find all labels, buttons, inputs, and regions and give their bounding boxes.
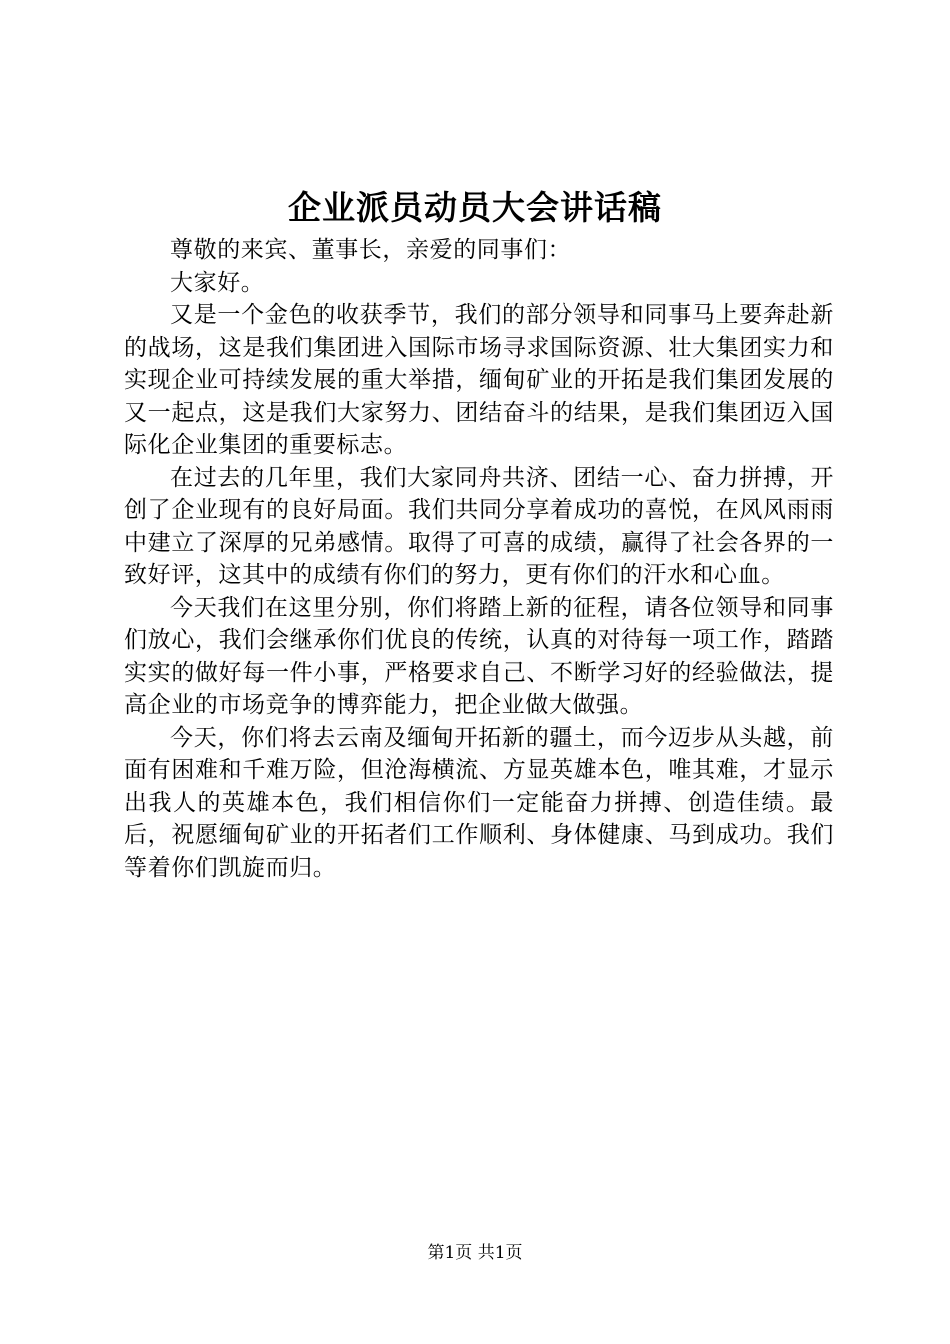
paragraph: 今天，你们将去云南及缅甸开拓新的疆土，而今迈步从头越，前面有困难和千难万险，但沧海横流、方显英雄本色，唯其难，才显示出我人的英雄本色，我们相信你们一定能奋力拼搏、创造佳绩。最后，祝愿缅甸矿业的开拓者们工作顺利、身体健康、马到成功。我们等着你们凯旋而归。 — [124, 724, 834, 881]
paragraph: 又是一个金色的收获季节，我们的部分领导和同事马上要奔赴新的战场，这是我们集团进入国际市场寻求国际资源、壮大集团实力和实现企业可持续发展的重大举措，缅甸矿业的开拓是我们集团发展的又一起点，这是我们大家努力、团结奋斗的结果，是我们集团迈入国际化企业集团的重要标志。 — [124, 302, 834, 458]
paragraph: 今天我们在这里分别，你们将踏上新的征程，请各位领导和同事们放心，我们会继承你们优良的传统，认真的对待每一项工作，踏踏实实的做好每一件小事，严格要求自己、不断学习好的经验做法，提高企业的市场竞争的博弈能力，把企业做大做强。 — [124, 594, 834, 718]
page-number-footer: 第1页 共1页 — [427, 1243, 523, 1263]
document-title: 企业派员动员大会讲话稿 — [288, 188, 662, 227]
salutation: 尊敬的来宾、董事长，亲爱的同事们： — [170, 237, 572, 263]
document-body — [124, 234, 834, 884]
greeting: 大家好。 — [170, 269, 265, 296]
paragraph: 在过去的几年里，我们大家同舟共济、团结一心、奋力拼搏，开创了企业现有的良好局面。我们共同分享着成功的喜悦，在风风雨雨中建立了深厚的兄弟感情。取得了可喜的成绩，赢得了社会各界的一致好评，这其中的成绩有你们的努力，更有你们的汗水和心血。 — [124, 464, 834, 588]
